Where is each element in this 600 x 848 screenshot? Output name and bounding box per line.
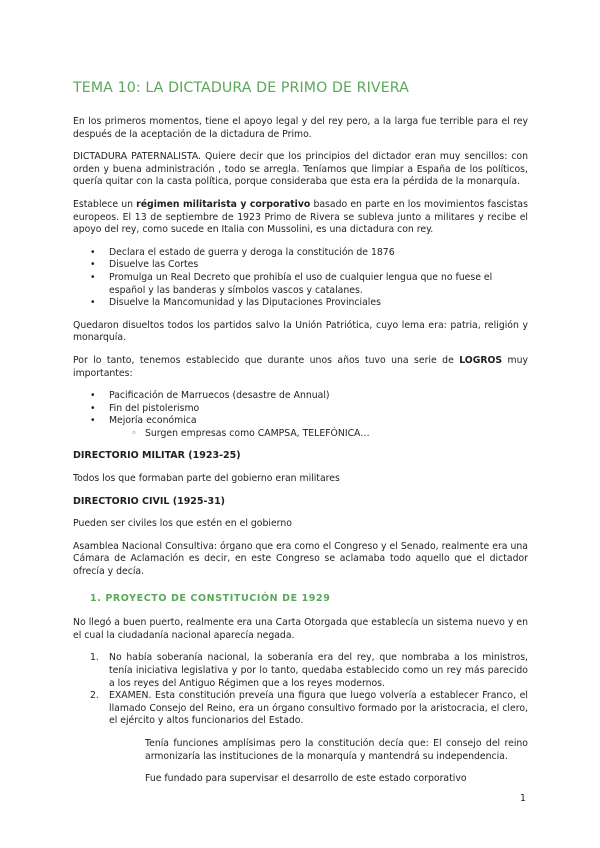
indented-paragraph: Tenía funciones amplísimas pero la constitución decía que: El consejo del reino armonizaría las instituciones de la monarquía y mantendrá su independencia.	[145, 737, 528, 762]
text-run: Por lo tanto, tenemos establecido que durante unos años tuvo una serie de	[73, 354, 460, 366]
logros-sublist	[73, 428, 528, 441]
logros-list	[73, 390, 528, 428]
list-item: • Pacificación de Marruecos (desastre de Annual)	[73, 390, 528, 403]
list-number: 1.	[90, 652, 99, 664]
list-item: • Declara el estado de guerra y deroga la constitución de 1876	[73, 247, 528, 260]
paragraph-partidos: Quedaron disueltos todos los partidos salvo la Unión Patriótica, cuyo lema era: patria, religión y monarquía.	[73, 319, 528, 344]
paragraph-civiles: Pueden ser civiles los que estén en el gobierno	[73, 518, 292, 530]
paragraph-intro: En los primeros momentos, tiene el apoyo legal y del rey pero, a la larga fue terrible para el rey después de la aceptación de la dictadura de Primo.	[73, 116, 528, 140]
paragraph-militares: Todos los que formaban parte del gobierno eran militares	[73, 473, 340, 485]
list-item: • Disuelve las Cortes	[73, 259, 528, 272]
text-run: basado en parte en los movimientos fascistas europeos. El 13 de septiembre de 1923 Primo de Rivera se subleva junto a militares y recibe el apoyo del rey, como sucede en Italia con Mussolini, es una dictadura con rey.	[73, 198, 528, 236]
paragraph-carta-otorgada: No llegó a buen puerto, realmente era una Carta Otorgada que establecía un sistema nuevo y en el cual la ciudadanía nacional aparecía negada.	[73, 617, 528, 641]
page-title: TEMA 10: LA DICTADURA DE PRIMO DE RIVERA	[73, 80, 409, 96]
heading-directorio-militar: DIRECTORIO MILITAR (1923-25)	[73, 450, 241, 462]
list-item: • Promulga un Real Decreto que prohibía el uso de cualquier lengua que no fuese el español y las banderas y símbolos vascos y catalanes.	[73, 272, 528, 297]
numbered-list	[73, 652, 528, 728]
paragraph-asamblea: Asamblea Nacional Consultiva: órgano que era como el Congreso y el Senado, realmente era una Cámara de Aclamación es decir, en este Congreso se aclamaba todo aquello que el dictador ofrecía y decía.	[73, 540, 528, 578]
paragraph-logros	[73, 355, 528, 380]
text-run: Establece un	[73, 198, 137, 210]
list-item: • Mejoría económica	[73, 415, 528, 428]
indented-paragraph: Fue fundado para supervisar el desarrollo de este estado corporativo	[145, 773, 467, 785]
list-item: ◦ Surgen empresas como CAMPSA, TELEFÓNICA…	[73, 428, 528, 441]
bold-term: LOGROS	[459, 354, 503, 366]
paragraph-regimen	[73, 199, 528, 237]
section-heading: 1. PROYECTO DE CONSTITUCIÓN DE 1929	[90, 592, 331, 604]
list-text: EXAMEN. Esta constitución preveía una figura que luego volvería a establecer Franco, el llamado Consejo del Reino, era un órgano consultivo formado por la aristocracia, el clero, el ejército y altos funcionarios del Estado.	[109, 690, 528, 727]
measures-list	[73, 247, 528, 310]
text-run: muy importantes:	[73, 354, 528, 379]
paragraph-paternalista: DICTADURA PATERNALISTA. Quiere decir que los principios del dictador eran muy sencillos: con orden y buena administración , todo se arregla. Teníamos que limpiar a España de los políticos, quería quitar con la casta política, porque consideraba que esta era la pérdida de la monarquía.	[73, 151, 528, 188]
list-text: No había soberanía nacional, la soberanía era del rey, que nombraba a los ministros, tenía iniciativa legislativa y por lo tanto, quedaba establecido como un rey más parecido a los reyes del Antiguo Régimen que a los reyes modernos.	[109, 652, 528, 689]
page-number: 1	[520, 793, 526, 804]
list-item: • Fin del pistolerismo	[73, 403, 528, 416]
list-item	[73, 652, 528, 690]
list-number: 2.	[90, 690, 99, 702]
list-item: • Disuelve la Mancomunidad y las Diputaciones Provinciales	[73, 297, 528, 310]
list-item	[73, 690, 528, 728]
bold-term: régimen militarista y corporativo	[136, 198, 311, 210]
heading-directorio-civil: DIRECTORIO CIVIL (1925-31)	[73, 495, 226, 507]
page-content	[73, 80, 528, 796]
